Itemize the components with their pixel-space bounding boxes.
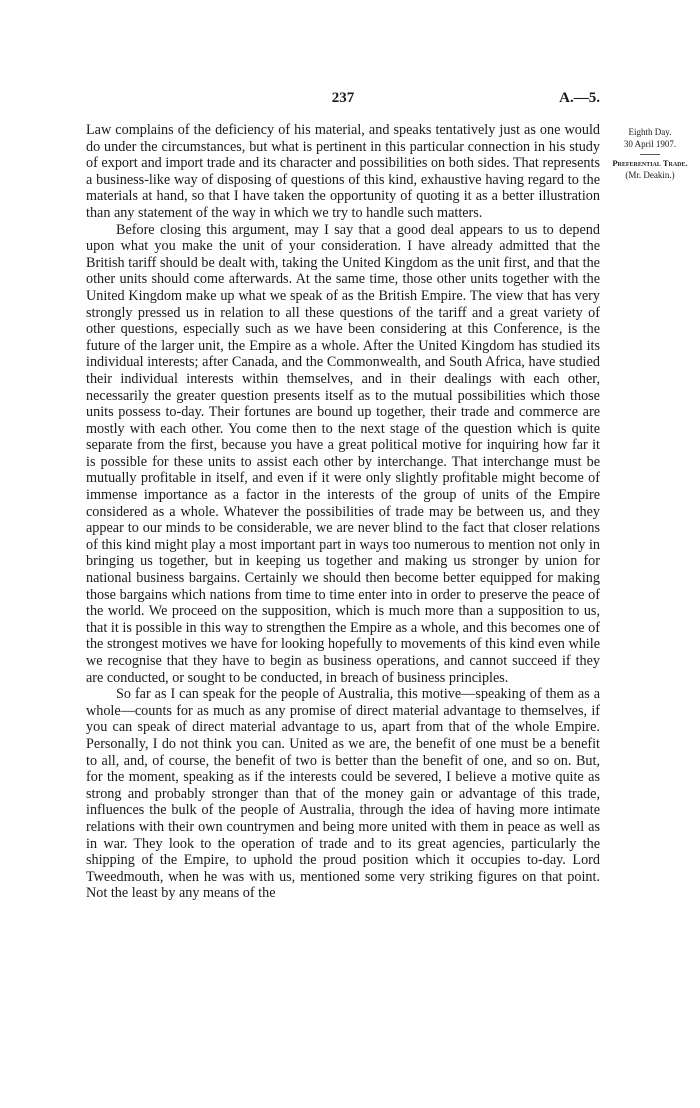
margin-note-divider [640, 154, 660, 155]
paragraph-1: Law complains of the deficiency of his material, and speaks tentatively just as one would do under the circumstances, but what is pertinent in this particular connection in his study of export and import trade and its character and possibilities on both sides. That represents a business-like way of disposing of questions of this kind, exhaustive having regard to the materials at hand, so that I have taken the opportunity of quoting it as a better illustration than any statement of the way in which we try to handle such matters. [86, 122, 600, 221]
body-text [86, 122, 600, 902]
document-reference: A.—5. [559, 90, 600, 106]
margin-note-date: 30 April 1907. [623, 139, 677, 149]
paragraph-2: Before closing this argument, may I say that a good deal appears to us to depend upon what you make the unit of your consideration. I have already admitted that the British tariff should be dealt with, taking the United Kingdom as the unit first, and that the other units should come afterwards. At the same time, those other units together with the United Kingdom make up what we speak of as the British Empire. The view that has very strongly pressed us in relation to all these questions of the tariff and a great variety of other questions, especially such as we have been considering at this Conference, is the future of the larger unit, the Empire as a whole. After the United Kingdom has studied its individual interests; after Canada, and the Commonwealth, and South Africa, have studied their individual interests within themselves, and in their dealings with each other, necessarily the greater question presents itself as to the mutual possibilities which those units possess to-day. Their fortunes are bound up together, their trade and commerce are mostly with each other. You come then to the next stage of the question which is quite separate from the first, because you have a great political motive for inquiring how far it is possible for these units to assist each other by interchange. That interchange must be mutually profitable in itself, and even if it were only slightly profitable might become of immense importance as a factor in the interests of the group of units of the Empire considered as a whole. Whatever the possibilities of trade may be between us, and they appear to our minds to be considerable, we are never blind to the fact that closer relations of this kind might play a most important part in ways too numerous to mention not only in bringing us together, but in keeping us together and making us stronger by union for national business bargains. Certainly we should then become better equipped for making those bargains which nations from time to time enter into in order to preserve the peace of the world. We proceed on the supposition, which is much more than a supposition to us, that it is possible in this way to strengthen the Empire as a whole, and this becomes one of the strongest motives we have for looking hopefully to movements of this kind even while we recognise that they have to begin as business operations, and cannot succeed if they are conducted, or sought to be conducted, in breach of business principles. [86, 221, 600, 686]
page-number: 237 [331, 90, 355, 106]
margin-note-day: Eighth Day. [628, 127, 672, 137]
paragraph-3: So far as I can speak for the people of Australia, this motive—speaking of them as a whole—counts for as much as any promise of direct material advantage to themselves, if you can speak of direct material advantage to us, apart from that of the whole Empire. Personally, I do not think you can. United as we are, the benefit of one must be a benefit to all, and, of course, the benefit of two is better than the benefit of one, and so on. But, for the moment, speaking as if the interests could be severed, I believe a motive quite as strong and probably stronger than that of the money gain or advantage of this trade, influences the bulk of the people of Australia, through the idea of having more intimate relations with their own countrymen and being more united with them in peace as well as in war. They look to the operation of trade and to its great agencies, particularly the shipping of the Empire, to uphold the proud position which it occupies to-day. Lord Tweedmouth, when he was with us, mentioned some very striking figures on that point. Not the least by any means of the [86, 686, 600, 902]
page-header [86, 90, 600, 110]
margin-notes [606, 126, 694, 181]
margin-note-speaker: (Mr. Deakin.) [625, 170, 675, 180]
margin-note-topic: Preferential Trade. [612, 158, 688, 168]
